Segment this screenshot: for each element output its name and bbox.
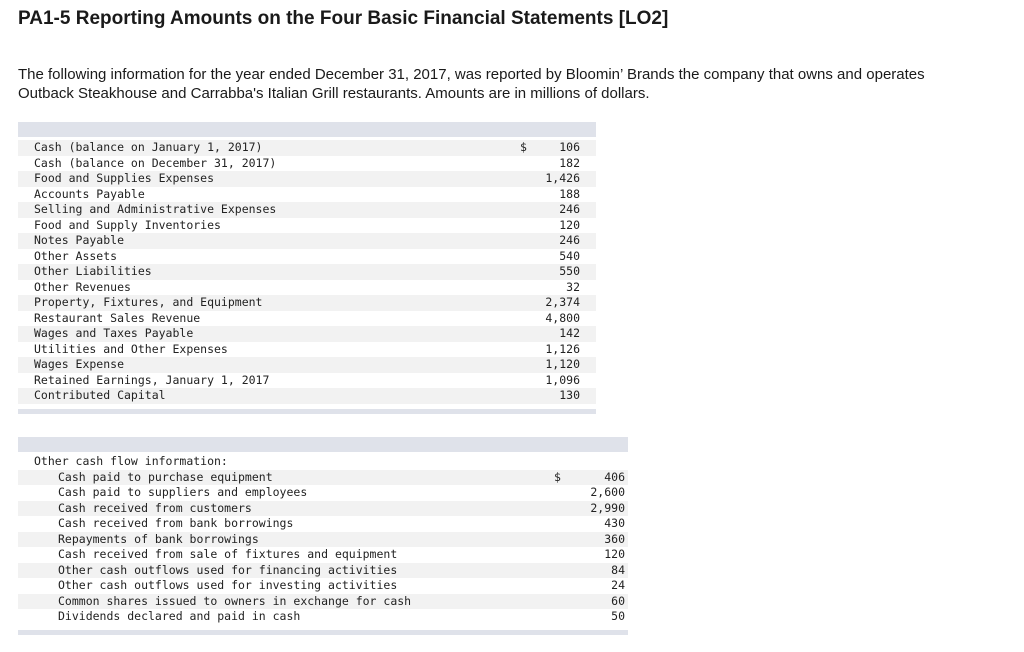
row-label: Cash (balance on January 1, 2017): [34, 140, 263, 154]
table-row: [18, 578, 628, 594]
row-value: 106: [559, 140, 580, 154]
cash-flow-table: [18, 437, 628, 635]
table-row: [18, 485, 628, 501]
table-row: [18, 280, 596, 296]
row-label: Dividends declared and paid in cash: [58, 609, 301, 623]
row-value: 360: [604, 531, 625, 546]
row-label: Retained Earnings, January 1, 2017: [34, 372, 270, 387]
row-label: Wages Expense: [34, 357, 125, 371]
row-value: 1,126: [545, 341, 580, 356]
row-value: 120: [559, 217, 580, 232]
row-value: 1,426: [545, 171, 580, 185]
table-row: [18, 295, 596, 311]
table-row: [18, 470, 628, 486]
row-label: Cash paid to suppliers and employees: [58, 485, 308, 499]
row-label: Property, Fixtures, and Equipment: [34, 295, 263, 309]
row-label: Other cash outflows used for financing activities: [58, 562, 398, 577]
table-row: [18, 609, 628, 625]
row-value: 430: [604, 516, 625, 530]
table-row: [18, 171, 596, 187]
table-row: [18, 547, 628, 563]
row-value: 32: [566, 279, 580, 294]
row-value: 2,990: [590, 500, 625, 515]
row-value: 1,120: [545, 357, 580, 371]
row-value: 50: [611, 609, 625, 623]
row-value: 540: [559, 248, 580, 263]
row-label: Other Revenues: [34, 279, 131, 294]
row-label: Repayments of bank borrowings: [58, 531, 259, 546]
table-row: [18, 233, 596, 249]
row-value: 60: [611, 593, 625, 608]
currency-symbol: $: [554, 469, 561, 484]
row-value: 246: [559, 233, 580, 247]
table-footer-bar: [18, 409, 596, 414]
row-label: Notes Payable: [34, 233, 125, 247]
table-row: [18, 357, 596, 373]
row-label: Food and Supply Inventories: [34, 217, 221, 232]
row-value: 142: [559, 326, 580, 340]
table-row: [18, 264, 596, 280]
table-footer-bar: [18, 630, 628, 635]
table-row: [18, 156, 596, 172]
row-label: Cash (balance on December 31, 2017): [34, 155, 277, 170]
row-label: Cash received from bank borrowings: [58, 516, 294, 530]
table-row: [18, 342, 596, 358]
row-label: Selling and Administrative Expenses: [34, 202, 277, 216]
page-title: PA1-5 Reporting Amounts on the Four Basic Financial Statements [LO2]: [18, 8, 669, 29]
row-label: Other Liabilities: [34, 264, 152, 278]
table-row: [18, 501, 628, 517]
row-label: Restaurant Sales Revenue: [34, 310, 201, 325]
row-label: Utilities and Other Expenses: [34, 341, 228, 356]
table-row: [18, 202, 596, 218]
row-value: 2,600: [590, 485, 625, 499]
row-value: 246: [559, 202, 580, 216]
intro-paragraph: The following information for the year ended December 31, 2017, was reported by Bloomin’ Brands the company that owns and operates Outback Steakhouse and Carrabba's Italian Grill restaurants. Amounts are in millions of dollars.: [18, 66, 925, 102]
table-row: [18, 326, 596, 342]
table-row: [18, 311, 596, 327]
row-label: Cash received from sale of fixtures and equipment: [58, 547, 398, 561]
row-label: Contributed Capital: [34, 388, 166, 402]
currency-symbol: $: [520, 140, 527, 154]
row-value: 182: [559, 155, 580, 170]
row-value: 84: [611, 562, 625, 577]
row-value: 120: [604, 547, 625, 561]
row-value: 406: [604, 469, 625, 484]
row-label: Cash paid to purchase equipment: [58, 469, 273, 484]
table-row: [18, 218, 596, 234]
row-label: Other Assets: [34, 248, 118, 263]
financial-data-table: [18, 122, 596, 414]
table-row: [18, 516, 628, 532]
table-row: [18, 594, 628, 610]
row-value: 1,096: [545, 372, 580, 387]
row-value: 188: [559, 186, 580, 201]
row-value: 130: [559, 388, 580, 402]
row-label: Cash received from customers: [58, 500, 252, 515]
table-row: [18, 388, 596, 404]
table-row: [18, 373, 596, 389]
cash-flow-heading: Other cash flow information:: [34, 454, 228, 468]
row-label: Wages and Taxes Payable: [34, 326, 194, 340]
row-value: 2,374: [545, 295, 580, 309]
row-value: 24: [611, 578, 625, 592]
table-header-bar: [18, 122, 596, 137]
row-label: Accounts Payable: [34, 186, 145, 201]
table-row: [18, 563, 628, 579]
table-row: [18, 187, 596, 203]
table-row: [18, 249, 596, 265]
table-body: [18, 137, 596, 404]
table-header-bar: [18, 437, 628, 452]
row-label: Food and Supplies Expenses: [34, 171, 215, 185]
table-row: [18, 532, 628, 548]
table-row: [18, 140, 596, 156]
row-label: Common shares issued to owners in exchange for cash: [58, 593, 412, 608]
row-value: 550: [559, 264, 580, 278]
row-label: Other cash outflows used for investing activities: [58, 578, 398, 592]
row-value: 4,800: [545, 310, 580, 325]
table-body: [18, 452, 628, 625]
table-heading-row: [18, 454, 628, 470]
